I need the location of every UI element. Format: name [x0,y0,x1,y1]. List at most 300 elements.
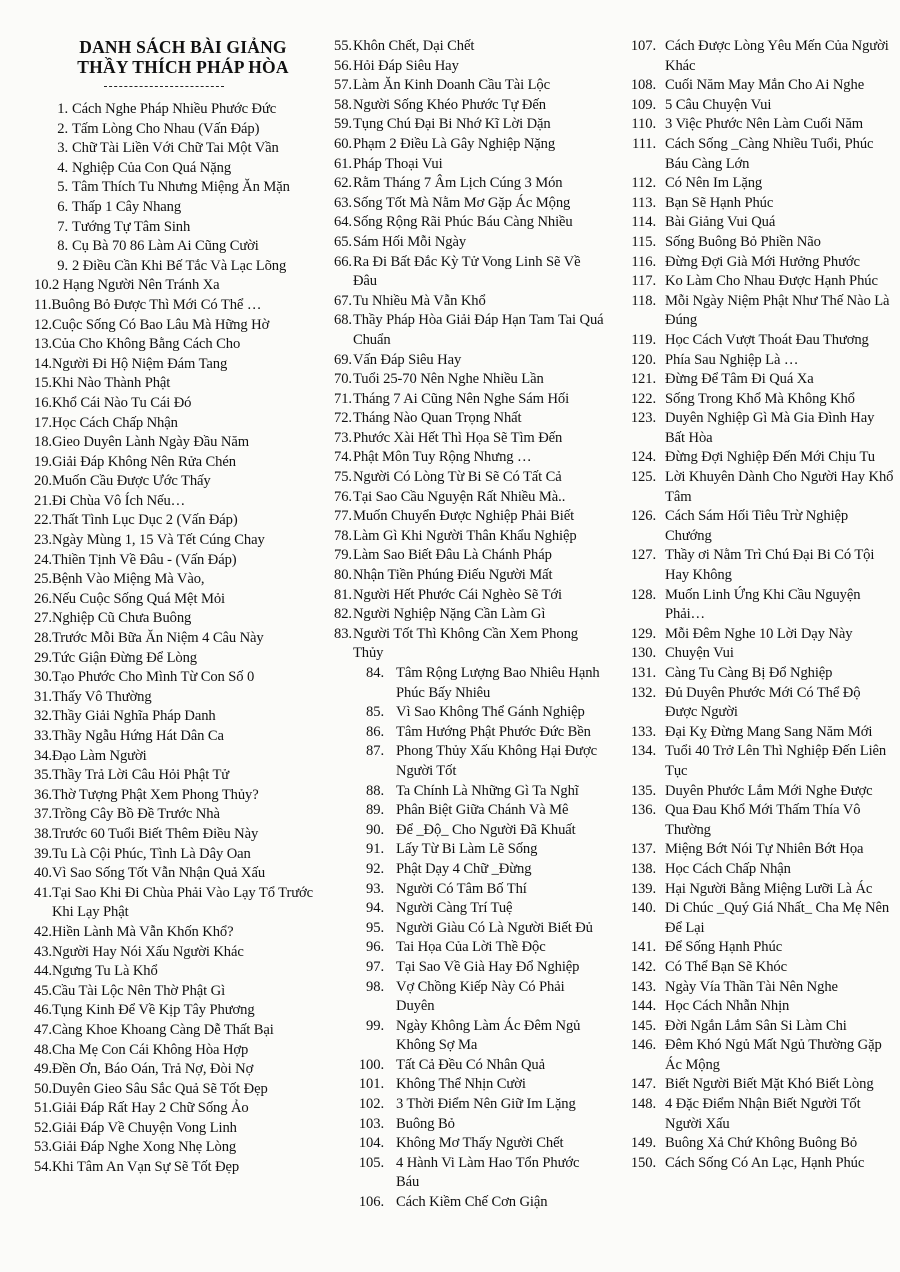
lecture-title: Di Chúc _Quý Giá Nhất_ Cha Mẹ Nên Để Lại [665,900,890,936]
lecture-item [334,507,606,527]
lecture-item [606,742,896,781]
lecture-title: Người Hay Nói Xấu Người Khác [51,943,244,960]
lecture-number: 9. [57,257,68,274]
lecture-title: Đừng Đợi Già Mới Hưởng Phước [665,253,860,270]
lecture-number: 19. [34,453,52,470]
lecture-item [334,96,606,116]
lecture-number: 25. [34,571,52,588]
lecture-item [34,335,334,355]
lecture-item [34,218,334,238]
lecture-title: Thấp 1 Cây Nhang [72,198,182,215]
lecture-item [606,194,896,214]
lecture-number: 75. [334,469,352,486]
lecture-title: Tâm Thích Tu Nhưng Miệng Ăn Mặn [72,179,290,196]
lecture-title: Duyên Phước Lắm Mới Nghe Được [665,782,873,799]
lecture-item [34,257,334,277]
lecture-title: Khổ Cái Nào Tu Cái Đó [51,394,192,411]
lecture-item [606,880,896,900]
lecture-item [34,198,334,218]
lecture-item [34,668,334,688]
lecture-number: 135. [630,782,656,799]
lecture-number: 4. [57,159,68,176]
lecture-title: Sám Hối Mỗi Ngày [352,233,467,250]
lecture-title: Trồng Cây Bồ Đề Trước Nhà [51,806,220,823]
lecture-title: 2 Điều Cần Khi Bế Tắc Và Lạc Lõng [72,257,287,274]
lecture-title: Người Sống Khéo Phước Tự Đến [352,96,546,113]
lecture-item [34,923,334,943]
lecture-title: Cách Sống Có An Lạc, Hạnh Phúc [665,1154,865,1171]
lecture-item [34,296,334,316]
lecture-number: 40. [34,865,52,882]
lecture-number: 43. [34,943,52,960]
lecture-number: 35. [34,767,52,784]
lecture-item [34,747,334,767]
lecture-title: Thầy Ngẫu Hứng Hát Dân Ca [51,728,224,744]
lecture-number: 72. [334,410,352,427]
lecture-title: Miệng Bớt Nói Tự Nhiên Bớt Họa [665,841,864,858]
lecture-item [606,546,896,585]
lecture-title: Hiền Lành Mà Vẫn Khốn Khổ? [51,923,234,940]
lecture-title: Thờ Tượng Phật Xem Phong Thủy? [51,786,259,803]
lecture-item [606,782,896,802]
lecture-number: 93. [366,880,384,897]
lecture-title: 5 Câu Chuyện Vui [665,96,772,113]
lecture-item [34,414,334,434]
lecture-number: 27. [34,610,52,627]
lecture-title: 4 Hành Vi Làm Hao Tổn Phước Báu [396,1154,580,1191]
lecture-item [334,919,606,939]
lecture-number: 39. [34,845,52,862]
lecture-item [334,1193,606,1213]
lecture-title: Đừng Để Tâm Đi Quá Xa [665,371,814,388]
lecture-number: 16. [34,394,52,411]
lecture-title: Lấy Từ Bi Làm Lẽ Sống [396,841,538,858]
lecture-number: 139. [630,880,656,897]
lecture-title: Người Đi Hộ Niệm Đám Tang [51,355,228,372]
lecture-item [34,570,334,590]
lecture-number: 12. [34,316,52,333]
lecture-item [34,1099,334,1119]
lecture-item [334,899,606,919]
lecture-item [606,664,896,684]
lecture-item [334,1056,606,1076]
lecture-number: 3. [57,140,68,157]
lecture-number: 82. [334,606,352,623]
lecture-item [34,316,334,336]
lecture-title: Sống Rộng Rãi Phúc Báu Càng Nhiều [352,214,573,231]
lecture-number: 117. [631,273,656,290]
lecture-number: 126. [630,508,656,525]
lecture-item [34,139,334,159]
lecture-title: Rằm Tháng 7 Âm Lịch Cúng 3 Món [352,175,563,192]
page-subtitle: THẦY THÍCH PHÁP HÒA [77,57,289,77]
lecture-number: 6. [57,198,68,215]
lecture-item [606,899,896,938]
lecture-item [334,194,606,214]
lecture-number: 134. [630,743,656,760]
lecture-number: 11. [34,296,52,313]
lecture-title: Duyên Nghiệp Gì Mà Gia Đình Hay Bất Hòa [665,410,875,446]
lecture-title: Nghiệp Cũ Chưa Buông [51,610,192,627]
lecture-item [334,1017,606,1056]
lecture-title: Người Giàu Có Là Người Biết Đủ [396,919,593,936]
lecture-item [334,527,606,547]
lecture-item [34,472,334,492]
lecture-number: 8. [57,238,68,255]
lecture-item [606,586,896,625]
lecture-title: Thầy Giải Nghĩa Pháp Danh [51,708,216,725]
lecture-item [34,511,334,531]
lecture-number: 116. [631,253,656,270]
lecture-item [34,1060,334,1080]
lecture-number: 106. [358,1194,384,1211]
lecture-number: 112. [631,175,656,192]
lecture-number: 34. [34,747,52,764]
lecture-item [334,37,606,57]
lecture-number: 63. [334,194,352,211]
lecture-title: Ko Làm Cho Nhau Được Hạnh Phúc [665,273,878,290]
lecture-item [334,860,606,880]
lecture-item [34,845,334,865]
lecture-item [334,703,606,723]
lecture-number: 98. [366,978,384,995]
lecture-item [34,864,334,884]
lecture-title: Cách Kiềm Chế Cơn Giận [396,1194,548,1211]
lecture-item [606,331,896,351]
lecture-number: 30. [34,669,52,686]
lecture-item [34,884,334,923]
lecture-title: Duyên Gieo Sâu Sắc Quả Sẽ Tốt Đẹp [51,1080,268,1097]
lecture-item [334,978,606,1017]
lecture-number: 53. [34,1139,52,1156]
lecture-title: Tu Nhiều Mà Vẫn Khổ [352,292,486,309]
lecture-item [34,492,334,512]
lecture-title: 2 Hạng Người Nên Tránh Xa [51,277,220,294]
lecture-item [606,840,896,860]
lecture-item [34,433,334,453]
lecture-item [334,664,606,703]
lecture-title: Làm Gì Khi Người Thân Khẩu Nghiệp [352,527,577,544]
lecture-title: Gieo Duyên Lành Ngày Đầu Năm [51,434,249,451]
lecture-item [606,684,896,723]
lecture-number: 57. [334,77,352,94]
lecture-title: Khi Nào Thành Phật [51,375,171,392]
lecture-title: Càng Tu Càng Bị Đổ Nghiệp [665,665,833,681]
lecture-item [34,1138,334,1158]
lecture-number: 81. [334,586,352,603]
lecture-title: Ngày Mùng 1, 15 Và Tết Cúng Chay [51,532,265,549]
lecture-number: 48. [34,1041,52,1058]
lecture-title: Người Nghiệp Nặng Cần Làm Gì [352,606,546,623]
lecture-title: Ngày Không Làm Ác Đêm Ngủ Không Sợ Ma [396,1017,581,1054]
lecture-item [606,174,896,194]
lecture-item [606,115,896,135]
lecture-item [334,429,606,449]
lecture-item [34,707,334,727]
lecture-title: Tháng Nào Quan Trọng Nhất [352,410,522,427]
lecture-title: Đại Kỵ Đừng Mang Sang Năm Mới [665,723,873,740]
lecture-number: 77. [334,508,352,525]
lecture-item [334,311,606,350]
lecture-number: 85. [366,704,384,721]
lecture-number: 109. [630,96,656,113]
lecture-number: 89. [366,802,384,819]
lecture-number: 125. [630,469,656,486]
lecture-column-1 [34,100,334,1178]
lecture-item [334,213,606,233]
lecture-item [34,394,334,414]
lecture-number: 69. [334,351,352,368]
lecture-title: Muốn Linh Ứng Khi Cầu Nguyện Phải… [665,586,861,623]
lecture-title: Học Cách Chấp Nhận [51,414,178,431]
lecture-item [334,174,606,194]
lecture-title: Phân Biệt Giữa Chánh Và Mê [396,802,569,819]
lecture-item [606,644,896,664]
lecture-title: Hỏi Đáp Siêu Hay [352,57,459,74]
lecture-number: 94. [366,900,384,917]
lecture-title: Lời Khuyên Dành Cho Người Hay Khổ Tâm [665,469,894,505]
lecture-number: 55. [334,38,352,54]
lecture-title: Đêm Khó Ngủ Mất Ngủ Thường Gặp Ác Mộng [665,1037,882,1073]
lecture-title: Tại Sao Về Già Hay Đổ Nghiệp [396,958,580,975]
lecture-item [34,355,334,375]
lecture-title: Đi Chùa Vô Ích Nếu… [51,492,186,509]
lecture-item [334,233,606,253]
lecture-title: Mỗi Đêm Nghe 10 Lời Dạy Này [665,625,853,642]
lecture-title: Đủ Duyên Phước Mới Có Thể Độ Được Người [665,684,861,721]
lecture-title: Ngày Vía Thần Tài Nên Nghe [665,978,838,995]
lecture-item [334,742,606,781]
lecture-item [34,237,334,257]
lecture-title: Phía Sau Nghiệp Là … [665,351,799,368]
lecture-number: 1. [57,101,68,117]
lecture-number: 66. [334,253,352,270]
lecture-title: Không Thể Nhịn Cười [396,1076,526,1093]
lecture-title: Tháng 7 Ai Cũng Nên Nghe Sám Hối [352,390,570,407]
lecture-number: 111. [631,135,656,152]
lecture-number: 148. [630,1096,656,1113]
lecture-title: Giải Đáp Nghe Xong Nhẹ Lòng [51,1139,237,1156]
lecture-item [34,531,334,551]
lecture-number: 83. [334,625,352,642]
lecture-number: 58. [334,96,352,113]
lecture-title: Tâm Hướng Phật Phước Đức Bền [396,723,591,740]
lecture-number: 101. [358,1076,384,1093]
lecture-item [606,390,896,410]
lecture-item [34,590,334,610]
lecture-item [34,100,334,120]
lecture-item [606,96,896,116]
lecture-item [334,409,606,429]
lecture-number: 5. [57,179,68,196]
lecture-item [334,390,606,410]
lecture-title: Pháp Thoại Vui [352,155,443,172]
lecture-title: Người Có Lòng Từ Bi Sẽ Có Tất Cả [352,469,562,486]
lecture-title: Làm Sao Biết Đâu Là Chánh Pháp [352,547,552,564]
lecture-number: 97. [366,958,384,975]
lecture-title: Có Thể Bạn Sẽ Khóc [665,958,787,975]
lecture-item [606,213,896,233]
lecture-number: 29. [34,649,52,666]
lecture-number: 65. [334,233,352,250]
lecture-title: Để Sống Hạnh Phúc [665,939,783,956]
lecture-title: Vì Sao Sống Tốt Vẫn Nhận Quả Xấu [51,865,266,882]
lecture-number: 91. [366,841,384,858]
lecture-title: Nhận Tiền Phúng Điếu Người Mất [352,567,553,584]
lecture-number: 23. [34,532,52,549]
lecture-title: Tức Giận Đừng Để Lòng [51,649,197,666]
lecture-item [334,1095,606,1115]
lecture-number: 147. [630,1076,656,1093]
lecture-title: Đạo Làm Người [51,747,147,764]
lecture-title: Phật Dạy 4 Chữ _Đừng [396,860,532,877]
lecture-item [606,233,896,253]
lecture-number: 122. [630,390,656,407]
lecture-title: Làm Ăn Kinh Doanh Cầu Tài Lộc [352,77,550,94]
lecture-number: 140. [630,900,656,917]
lecture-number: 22. [34,512,52,529]
lecture-title: Chuyện Vui [665,645,734,662]
lecture-number: 15. [34,375,52,392]
lecture-title: Muốn Chuyển Được Nghiệp Phải Biết [352,508,575,525]
lecture-number: 92. [366,860,384,877]
lecture-number: 79. [334,547,352,564]
lecture-number: 80. [334,567,352,584]
lecture-number: 84. [366,665,384,681]
lecture-number: 120. [630,351,656,368]
lecture-item [334,625,606,664]
lecture-title: Vấn Đáp Siêu Hay [352,351,462,368]
lecture-number: 129. [630,625,656,642]
lecture-number: 99. [366,1017,384,1034]
lecture-title: Tâm Rộng Lượng Bao Nhiêu Hạnh Phúc Bấy Nhiêu [396,665,600,701]
lecture-title: Giải Đáp Về Chuyện Vong Linh [51,1119,237,1136]
lecture-item [334,1115,606,1135]
lecture-number: 150. [630,1154,656,1171]
lecture-number: 86. [366,723,384,740]
lecture-item [334,821,606,841]
lecture-item [334,801,606,821]
lecture-number: 38. [34,825,52,842]
lecture-item [334,135,606,155]
lecture-title: Khi Tâm An Vạn Sự Sẽ Tốt Đẹp [51,1159,240,1176]
lecture-title: Để _Độ_ Cho Người Đã Khuất [396,821,576,838]
lecture-number: 59. [334,116,352,133]
lecture-number: 96. [366,939,384,956]
lecture-title: Thiền Tịnh Về Đâu - (Vấn Đáp) [51,551,237,568]
lecture-item [606,1017,896,1037]
lecture-number: 60. [334,135,352,152]
lecture-number: 7. [57,218,68,235]
lecture-number: 17. [34,414,52,431]
lecture-title: Giải Đáp Rất Hay 2 Chữ Sống Ảo [51,1100,249,1117]
lecture-number: 115. [631,233,656,250]
lecture-number: 100. [358,1056,384,1073]
lecture-number: 119. [631,331,656,348]
lecture-title: Buông Bỏ Được Thì Mới Có Thể … [51,296,262,313]
lecture-item [606,448,896,468]
lecture-title: Tướng Tự Tâm Sinh [72,218,191,235]
lecture-number: 71. [334,390,352,407]
lecture-title: Vợ Chồng Kiếp Này Có Phải Duyên [396,978,565,1015]
lecture-title: Tạo Phước Cho Mình Từ Con Số 0 [51,669,255,686]
lecture-number: 107. [630,38,656,54]
lecture-item [334,1075,606,1095]
lecture-item [34,1119,334,1139]
lecture-number: 123. [630,410,656,427]
lecture-number: 44. [34,963,52,980]
lecture-item [606,76,896,96]
lecture-number: 18. [34,434,52,451]
lecture-title: Ra Đi Bất Đắc Kỳ Tử Vong Linh Sẽ Về Đâu [352,253,581,290]
lecture-title: Buông Xả Chứ Không Buông Bỏ [665,1135,858,1152]
lecture-item [334,880,606,900]
lecture-number: 103. [358,1115,384,1132]
lecture-title: Sống Tốt Mà Nằm Mơ Gặp Ác Mộng [352,194,571,211]
lecture-title: Tu Là Cội Phúc, Tình Là Dây Oan [51,845,251,862]
lecture-number: 143. [630,978,656,995]
lecture-item [606,253,896,273]
lecture-item [34,629,334,649]
lecture-item [606,409,896,448]
lecture-title: Đời Ngắn Lắm Sân Si Làm Chi [665,1017,847,1034]
lecture-number: 149. [630,1135,656,1152]
lecture-item [334,57,606,77]
lecture-title: Người Càng Trí Tuệ [396,900,513,917]
lecture-item [606,1095,896,1134]
lecture-title: Phước Xài Hết Thì Họa Sẽ Tìm Đến [352,429,563,446]
lecture-number: 78. [334,527,352,544]
lecture-number: 74. [334,449,352,466]
lecture-title: Trước 60 Tuổi Biết Thêm Điều Này [51,825,259,842]
lecture-item [606,468,896,507]
lecture-number: 62. [334,175,352,192]
lecture-title: Khôn Chết, Dại Chết [352,38,475,54]
lecture-item [34,825,334,845]
lecture-number: 124. [630,449,656,466]
lecture-item [34,688,334,708]
lecture-item [34,962,334,982]
lecture-title: Biết Người Biết Mặt Khó Biết Lòng [665,1076,874,1093]
lecture-title: Phạm 2 Điều Là Gây Nghiệp Nặng [352,135,556,152]
lecture-item [34,982,334,1002]
lecture-title: Có Nên Im Lặng [665,175,763,192]
lecture-title: Không Mơ Thấy Người Chết [396,1135,564,1152]
lecture-item [606,507,896,546]
lecture-item [34,1041,334,1061]
lecture-item [606,860,896,880]
lecture-item [606,625,896,645]
lecture-title: Học Cách Nhẫn Nhịn [665,998,790,1015]
lecture-title: 4 Đặc Điểm Nhận Biết Người Tốt Người Xấu [665,1096,861,1132]
lecture-item [34,374,334,394]
lecture-title: Cuối Năm May Mắn Cho Ai Nghe [665,77,865,94]
lecture-number: 2. [57,120,68,137]
lecture-title: Mỗi Ngày Niệm Phật Như Thế Nào Là Đúng [665,292,890,329]
lecture-item [334,546,606,566]
lecture-title: Tuổi 25-70 Nên Nghe Nhiều Lần [352,371,544,388]
lecture-item [34,766,334,786]
lecture-title: Của Cho Không Bằng Cách Cho [51,336,241,353]
lecture-item [34,276,334,296]
lecture-title: Hại Người Bằng Miệng Lưỡi Là Ác [665,880,873,897]
lecture-number: 56. [334,57,352,74]
lecture-title: 3 Việc Phước Nên Làm Cuối Năm [665,116,864,133]
lecture-item [34,1001,334,1021]
lecture-number: 104. [358,1135,384,1152]
lecture-item [34,120,334,140]
lecture-number: 118. [631,292,656,309]
